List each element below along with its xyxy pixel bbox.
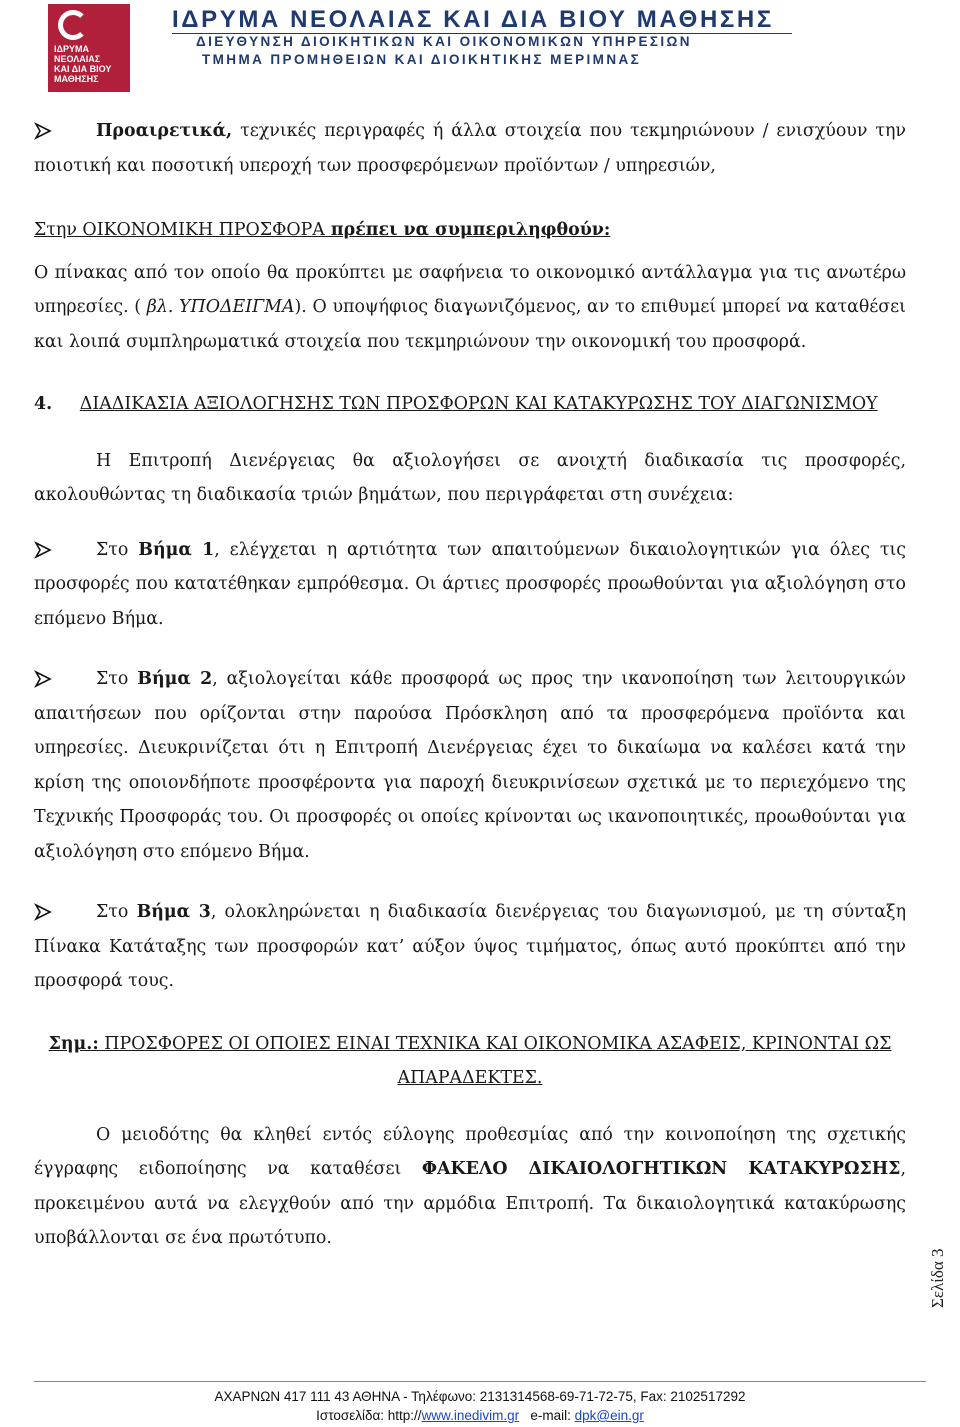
step-3-bullet: Στο Βήμα 3, ολοκληρώνεται η διαδικασία διενέργειας του διαγωνισμού, με τη σύνταξη Πίνακα Κατάταξης των προσφορών κατ’ αύξον ύψος τιμήματος, όπως αυτό προκύπτει από την προσφορά τους. [34, 902, 907, 991]
page-header [0, 0, 960, 100]
logo-text: ΙΔΡΥΜΑ ΝΕΟΛΑΙΑΣ ΚΑΙ ΔΙΑ ΒΙΟΥ ΜΑΘΗΣΗΣ [54, 44, 112, 84]
note-unacceptable-offers: Σημ.: ΠΡΟΣΦΟΡΕΣ ΟΙ ΟΠΟΙΕΣ ΕΙΝΑΙ ΤΕΧΝΙΚΑ ΚΑΙ ΟΙΚΟΝΟΜΙΚΑ ΑΣΑΦΕΙΣ, ΚΡΙΝΟΝΤΑΙ ΩΣ ΑΠΑΡΑΔΕΚΤΕΣ. [48, 1033, 892, 1088]
header-subtitle-directorate: ΔΙΕΥΘΥΝΣΗ ΔΙΟΙΚΗΤΙΚΩΝ ΚΑΙ ΟΙΚΟΝΟΜΙΚΩΝ ΥΠΗΡΕΣΙΩΝ [196, 34, 692, 49]
document-body [34, 114, 906, 1256]
email-link[interactable]: dpk@ein.gr [574, 1408, 644, 1423]
arrow-bullet-icon [34, 122, 52, 140]
page-footer [0, 1387, 960, 1425]
footer-rule [34, 1381, 926, 1382]
evaluation-intro: Η Επιτροπή Διενέργειας θα αξιολογήσει σε ανοιχτή διαδικασία τις προσφορές, ακολουθώντας τη διαδικασία τριών βημάτων, που περιγράφεται στη συνέχεια: [34, 450, 906, 505]
header-title: ΙΔΡΥΜΑ ΝΕΟΛΑΙΑΣ ΚΑΙ ΔΙΑ ΒΙΟΥ ΜΑΘΗΣΗΣ [172, 6, 774, 33]
financial-offer-heading: Στην ΟΙΚΟΝΟΜΙΚΗ ΠΡΟΣΦΟΡΑ πρέπει να συμπεριληφθούν: [34, 220, 611, 240]
optional-docs-bullet: Προαιρετικά, τεχνικές περιγραφές ή άλλα στοιχεία που τεκμηριώνουν / ενισχύουν την ποιοτική και ποσοτική υπεροχή των προσφερόμενων προϊόντων / υπηρεσιών, [34, 121, 906, 176]
step-2-bullet: Στο Βήμα 2, αξιολογείται κάθε προσφορά ως προς την ικανοποίηση των λειτουργικών απαιτήσεων που ορίζονται στην παρούσα Πρόσκληση από τα προσφερόμενα προϊόντα και υπηρεσίες. Διευκρινίζεται ότι η Επιτροπή Διενέργειας έχει το δικαίωμα να καλέσει κατά την κρίση της οποιονδήποτε προσφέροντα για παροχή διευκρινίσεων σχετικά με το περιεχόμενο της Τεχνικής Προσφοράς του. Οι προσφορές οι οποίες κρίνονται ως ικανοποιητικές, προωθούνται για αξιολόγηση στο επόμενο Βήμα. [34, 669, 907, 862]
arrow-bullet-icon [34, 670, 52, 688]
footer-contacts: Ιστοσελίδα: http://www.inedivim.gr e-mail: dpk@ein.gr [316, 1408, 644, 1423]
financial-offer-paragraph: Ο πίνακας από τον οποίο θα προκύπτει με σαφήνεια το οικονομικό αντάλλαγμα για τις ανωτέρω υπηρεσίες. ( βλ. ΥΠΟΔΕΙΓΜΑ). Ο υποψήφιος διαγωνιζόμενος, αν το επιθυμεί μπορεί να καταθέσει και λοιπά συμπληρωματικά στοιχεία που τεκμηριώνουν την οικονομική του προσφορά. [34, 262, 906, 352]
header-subtitle-department: ΤΜΗΜΑ ΠΡΟΜΗΘΕΙΩΝ ΚΑΙ ΔΙΟΙΚΗΤΙΚΗΣ ΜΕΡΙΜΝΑΣ [202, 52, 642, 67]
arrow-bullet-icon [34, 541, 52, 559]
logo-mark-icon [58, 10, 88, 40]
award-documents-paragraph: Ο μειοδότης θα κληθεί εντός εύλογης προθεσμίας από την κοινοποίηση της σχετικής έγγραφης ειδοποίησης να καταθέσει ΦΑΚΕΛΟ ΔΙΚΑΙΟΛΟΓΗΤΙΚΩΝ ΚΑΤΑΚΥΡΩΣΗΣ, προκειμένου αυτά να ελεγχθούν από την αρμόδια Επιτροπή. Τα δικαιολογητικά κατακύρωσης υποβάλλονται σε ένα πρωτότυπο. [34, 1124, 906, 1248]
footer-address: ΑΧΑΡΝΩΝ 417 111 43 ΑΘΗΝΑ - Τηλέφωνο: 2131314568-69-71-72-75, Fax: 2102517292 [214, 1389, 746, 1404]
arrow-bullet-icon [34, 903, 52, 921]
step-1-bullet: Στο Βήμα 1, ελέγχεται η αρτιότητα των απαιτούμενων δικαιολογητικών για όλες τις προσφορές που κατατέθηκαν εμπρόθεσμα. Οι άρτιες προσφορές προωθούνται για αξιολόγηση στο επόμενο Βήμα. [34, 539, 907, 629]
section-4-heading: 4. ΔΙΑΔΙΚΑΣΙΑ ΑΞΙΟΛΟΓΗΣΗΣ ΤΩΝ ΠΡΟΣΦΟΡΩΝ ΚΑΙ ΚΑΤΑΚΥΡΩΣΗΣ ΤΟΥ ΔΙΑΓΩΝΙΣΜΟΥ [34, 394, 878, 414]
website-link[interactable]: www.inedivim.gr [421, 1408, 520, 1423]
page-number: Σελίδα 3 [928, 1248, 947, 1308]
institute-logo [48, 4, 130, 92]
